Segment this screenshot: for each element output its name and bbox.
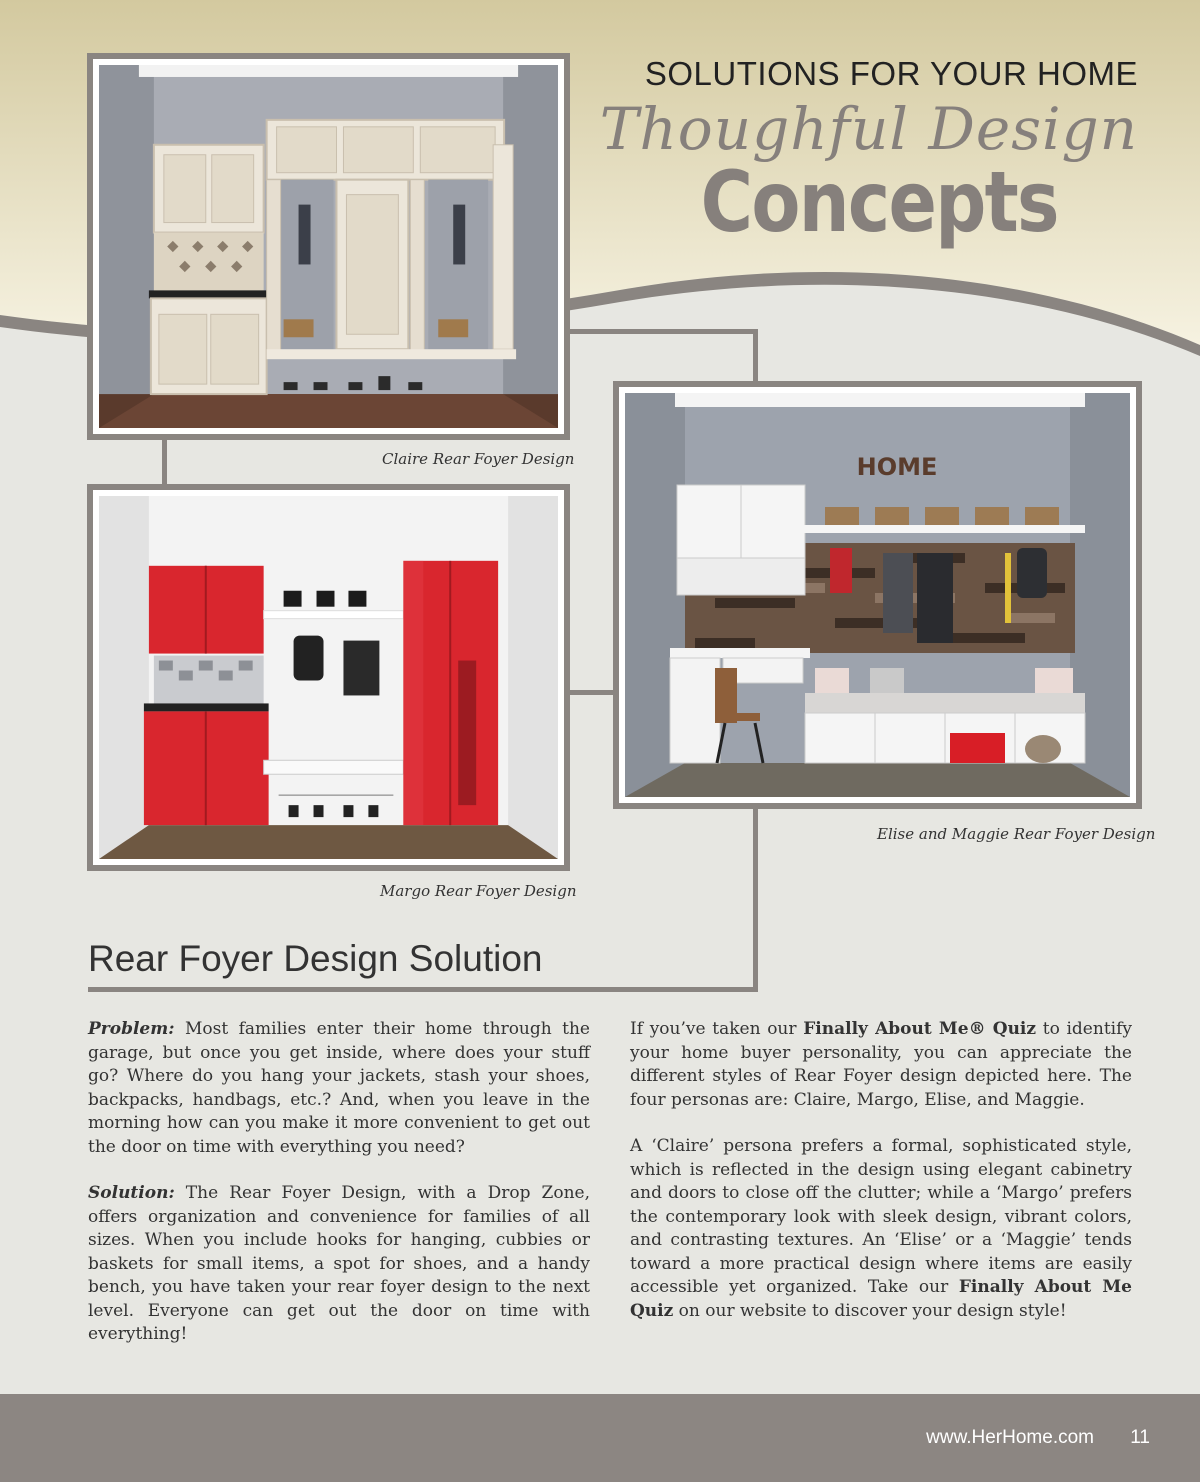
quiz-name: Finally About Me® Quiz: [803, 1019, 1037, 1039]
page-number: 11: [1130, 1427, 1150, 1448]
quiz-paragraph: [630, 1018, 1132, 1112]
solution-paragraph: [88, 1182, 590, 1347]
quiz-text-b: to identify your home buyer personality, you can appreciate the different styles of Rear Foyer design depicted here. The four personas are: Claire, Margo, Elise, and Maggie.: [630, 1019, 1132, 1110]
home-sign: HOME: [856, 453, 938, 481]
header-script-title: Thoughful Design: [599, 95, 1138, 163]
claire-photo-frame: [87, 53, 570, 440]
left-column: [88, 1018, 590, 1370]
persona-paragraph: [630, 1135, 1132, 1323]
margo-caption: Margo Rear Foyer Design: [380, 882, 577, 900]
right-column: [630, 1018, 1132, 1346]
connector-line: [753, 806, 758, 990]
section-title: Rear Foyer Design Solution: [88, 938, 543, 979]
footer-url[interactable]: www.HerHome.com: [926, 1427, 1094, 1448]
problem-label: Problem:: [88, 1019, 175, 1039]
elise-photo: [625, 393, 1130, 797]
margo-photo: [99, 496, 558, 859]
elise-photo-frame: [613, 381, 1142, 809]
claire-photo: [99, 65, 558, 428]
connector-line: [162, 440, 167, 484]
connector-line: [570, 329, 758, 334]
solution-text: The Rear Foyer Design, with a Drop Zone, offers organization and convenience for families of all sizes. When you include hooks for hanging, cubbies or baskets for small items, a spot for shoes, and a handy bench, you have taken your rear foyer design to the next level. Everyone can get out the door on time with everything!: [88, 1183, 590, 1344]
quiz-text-a: If you’ve taken our: [630, 1019, 804, 1039]
connector-line: [570, 690, 615, 695]
footer-bar: [0, 1394, 1200, 1482]
problem-text: Most families enter their home through the garage, but once you get inside, where does your stuff go? Where do you hang your jackets, stash your shoes, backpacks, handbags, etc.? And, when you leave in the morning how can you make it more convenient to get out the door on time with everything you need?: [88, 1019, 590, 1157]
quiz-name-2: Finally About Me Quiz: [630, 1277, 1132, 1321]
persona-text-b: on our website to discover your design style!: [673, 1300, 1067, 1321]
problem-paragraph: [88, 1018, 590, 1159]
header-kicker: SOLUTIONS FOR YOUR HOME: [644, 55, 1138, 92]
claire-caption: Claire Rear Foyer Design: [382, 450, 575, 468]
elise-caption: Elise and Maggie Rear Foyer Design: [877, 825, 1156, 843]
solution-label: Solution:: [88, 1183, 175, 1203]
header-titles: [578, 55, 1138, 251]
persona-text-a: A ‘Claire’ persona prefers a formal, sophisticated style, which is reflected in the design using elegant cabinetry and doors to close off the clutter; while a ‘Margo’ prefers the contemporary look with sleek design, vibrant colors, and contrasting textures. An ‘Elise’ or a ‘Maggie’ tends toward a more practical design where items are easily accessible yet organized. Take our: [630, 1136, 1132, 1297]
margo-photo-frame: [87, 484, 570, 871]
connector-line: [753, 329, 758, 384]
section-underline: [88, 987, 758, 992]
header-big-title: Concepts: [700, 153, 1058, 251]
